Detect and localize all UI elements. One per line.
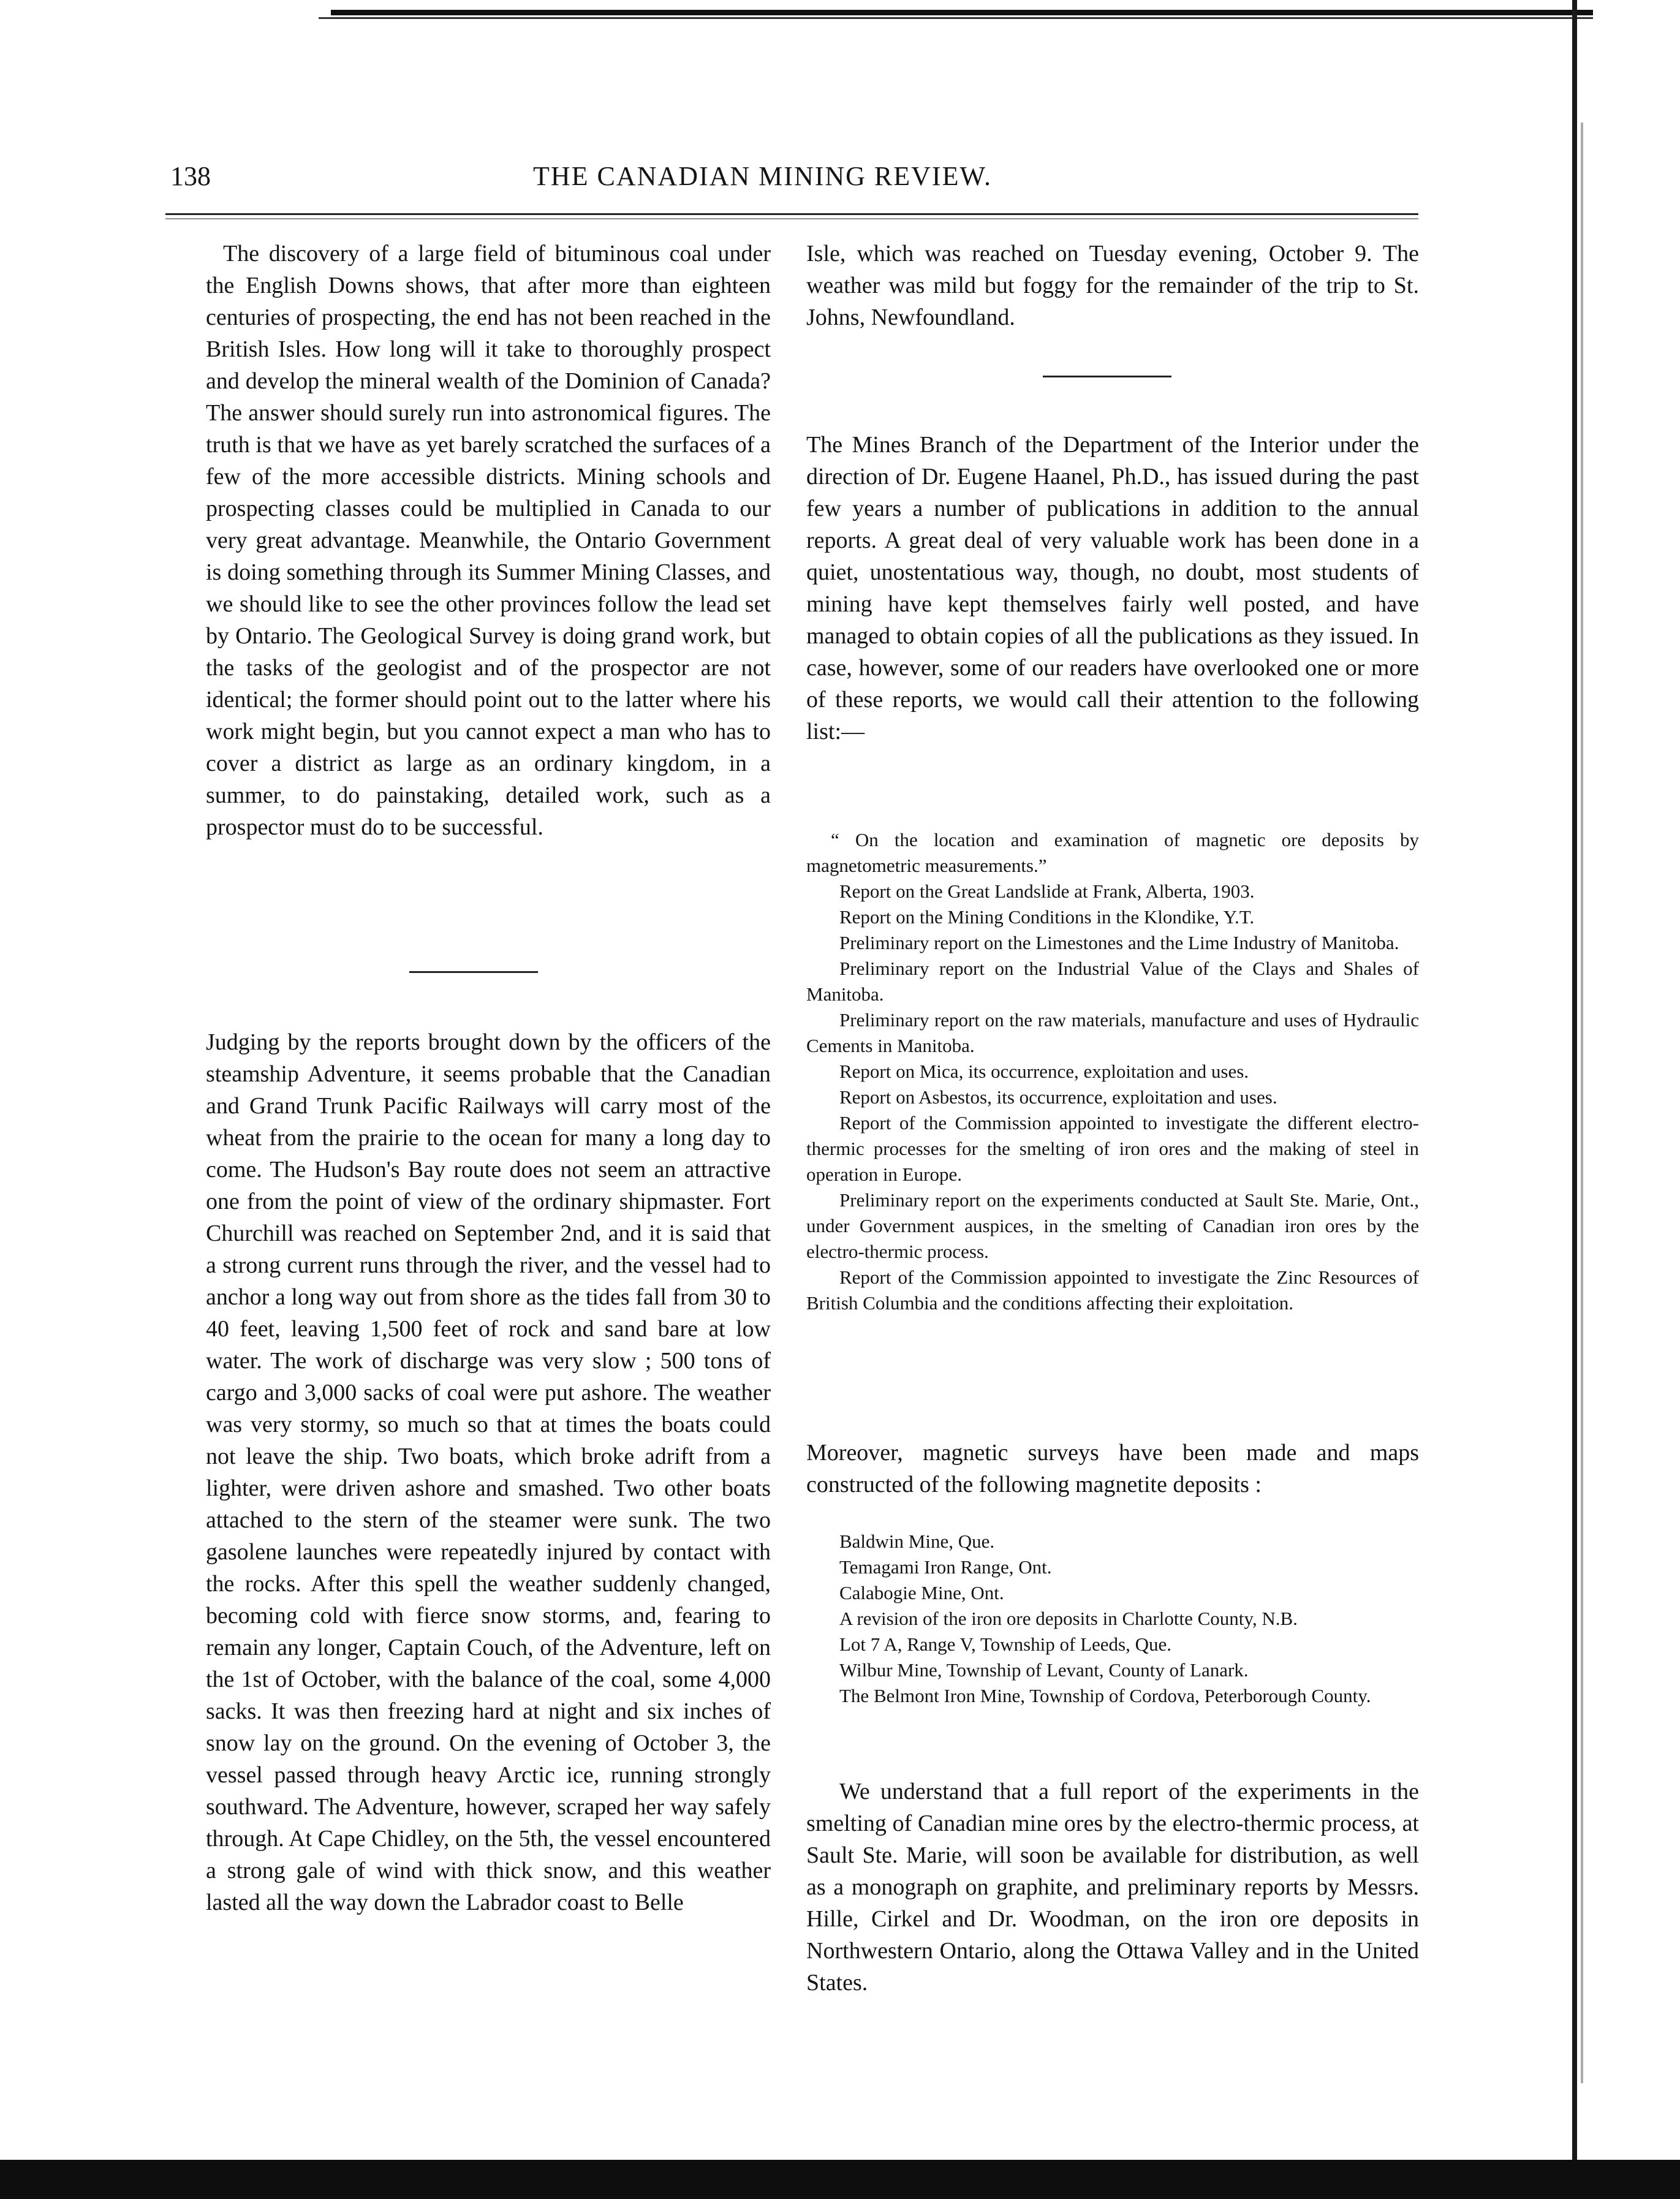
list-item: Baldwin Mine, Que.: [839, 1531, 995, 1552]
list-item: Preliminary report on the Limestones and the Lime Industry of Manitoba.: [839, 932, 1399, 953]
list-item: Report on Asbestos, its occurrence, exploitation and uses.: [839, 1086, 1277, 1108]
header-rule: [165, 213, 1418, 215]
bottom-scan-edge: [0, 2160, 1680, 2199]
right-paragraph-continued: Isle, which was reached on Tuesday evening, October 9. The weather was mild but foggy for the remainder of the trip to St. Johns, Newfoundland.: [806, 241, 1419, 330]
list-item: “ On the location and examination of magnetic ore deposits by magnetometric measurements.”: [806, 829, 1419, 876]
list-item: Report on the Mining Conditions in the Klondike, Y.T.: [839, 906, 1255, 928]
left-paragraph-adventure: Judging by the reports brought down by the officers of the steamship Adventure, it seems probable that the Canadian and Grand Trunk Pacific Railways will carry most of the wheat from the prairie to the ocean for many a long day to come. The Hudson's Bay route does not seem an attractive one from the point of view of the ordinary shipmaster. Fort Churchill was reached on September 2nd, and it is said that a strong current runs through the river, and the vessel had to anchor a long way out from shore as the tides fall from 30 to 40 feet, leaving 1,500 feet of rock and sand bare at low water. The work of discharge was very slow ; 500 tons of cargo and 3,000 sacks of coal were put ashore. The weather was very stormy, so much so that at times the boats could not leave the ship. Two boats, which broke adrift from a lighter, were driven ashore and smashed. Two other boats attached to the stern of the steamer were sunk. The two gasolene launches were repeatedly injured by contact with the rocks. After this spell the weather suddenly changed, becoming cold with fierce snow storms, and, fearing to remain any longer, Captain Couch, of the Adventure, left on the 1st of October, with the balance of the coal, some 4,000 sacks. It was then freezing hard at night and six inches of snow lay on the ground. On the evening of October 3, the vessel passed through heavy Arctic ice, running strongly southward. The Adventure, however, scraped her way safely through. At Cape Chidley, on the 5th, the vessel encountered a strong gale of wind with thick snow, and this weather lasted all the way down the Labrador coast to Belle: [206, 1029, 771, 1915]
left-paragraph-coal: The discovery of a large field of bituminous coal under the English Downs shows, that after more than eighteen centuries of prospecting, the end has not been reached in the British Isles. How long will it take to thoroughly prospect and develop the mineral wealth of the Dominion of Canada? The answer should surely run into astronomical figures. The truth is that we have as yet barely scratched the surfaces of a few of the more accessible districts. Mining schools and prospecting classes could be multiplied in Canada to our very great advantage. Meanwhile, the Ontario Government is doing something through its Summer Mining Classes, and we should like to see the other provinces follow the lead set by Ontario. The Geological Survey is doing grand work, but the tasks of the geologist and of the prospector are not identical; the former should point out to the latter where his work might begin, but you cannot expect a man who has to cover a district as large as an ordinary kingdom, in a summer, to do painstaking, detailed work, such as a prospector must do to be successful.: [206, 241, 771, 840]
right-paragraph-final: We understand that a full report of the experiments in the smelting of Canadian mine ores by the electro-thermic process, at Sault Ste. Marie, will soon be available for distribution, as well as a monograph on graphite, and preliminary reports by Messrs. Hille, Cirkel and Dr. Woodman, on the iron ore deposits in Northwestern Ontario, along the Ottawa Valley and in the United States.: [806, 1779, 1419, 1996]
top-border-thin: [319, 17, 1593, 19]
running-header: THE CANADIAN MINING REVIEW.: [533, 161, 992, 191]
section-divider-left: [409, 971, 538, 973]
header-rule-secondary: [165, 218, 1418, 219]
right-paragraph-mines-branch: The Mines Branch of the Department of the Interior under the direction of Dr. Eugene Haanel, Ph.D., has issued during the past few years a number of publications in addition to the annual reports. A great deal of very valuable work has been done in a quiet, unostentatious way, though, no doubt, most students of mining have kept themselves fairly well posted, and have managed to obtain copies of all the publications as they issued. In case, however, some of our readers have overlooked one or more of these reports, we would call their attention to the following list:—: [806, 432, 1419, 744]
top-border: [331, 10, 1593, 15]
list-item: Wilbur Mine, Township of Levant, County of Lanark.: [839, 1659, 1249, 1681]
list-item: Lot 7 A, Range V, Township of Leeds, Que.: [839, 1633, 1172, 1655]
page-number: 138: [170, 161, 211, 191]
publications-list: [806, 827, 1419, 1316]
list-item: Report of the Commission appointed to investigate the Zinc Resources of British Columbia and the conditions affecting their exploitation.: [806, 1266, 1419, 1314]
list-item: Preliminary report on the Industrial Value of the Clays and Shales of Manitoba.: [806, 958, 1419, 1005]
list-item: Report on Mica, its occurrence, exploitation and uses.: [839, 1061, 1249, 1082]
list-item: The Belmont Iron Mine, Township of Cordova, Peterborough County.: [839, 1685, 1371, 1706]
list-item: Temagami Iron Range, Ont.: [839, 1556, 1052, 1578]
right-paragraph-magnetic: Moreover, magnetic surveys have been made and maps constructed of the following magnetite deposits :: [806, 1440, 1419, 1497]
section-divider-right: [1043, 376, 1171, 377]
list-item: Preliminary report on the raw materials, manufacture and uses of Hydraulic Cements in Manitoba.: [806, 1009, 1419, 1056]
list-item: A revision of the iron ore deposits in Charlotte County, N.B.: [839, 1608, 1298, 1629]
list-item: Preliminary report on the experiments conducted at Sault Ste. Marie, Ont., under Government auspices, in the smelting of Canadian iron ores by the electro-thermic process.: [806, 1189, 1419, 1262]
right-scan-edge: [1572, 0, 1577, 2199]
deposits-list: [806, 1529, 1419, 1709]
list-item: Calabogie Mine, Ont.: [839, 1582, 1004, 1603]
list-item: Report on the Great Landslide at Frank, Alberta, 1903.: [839, 880, 1255, 902]
list-item: Report of the Commission appointed to investigate the different electro-thermic processes for the smelting of iron ores and the making of steel in operation in Europe.: [806, 1112, 1419, 1185]
right-scan-edge-shadow: [1581, 123, 1583, 2083]
